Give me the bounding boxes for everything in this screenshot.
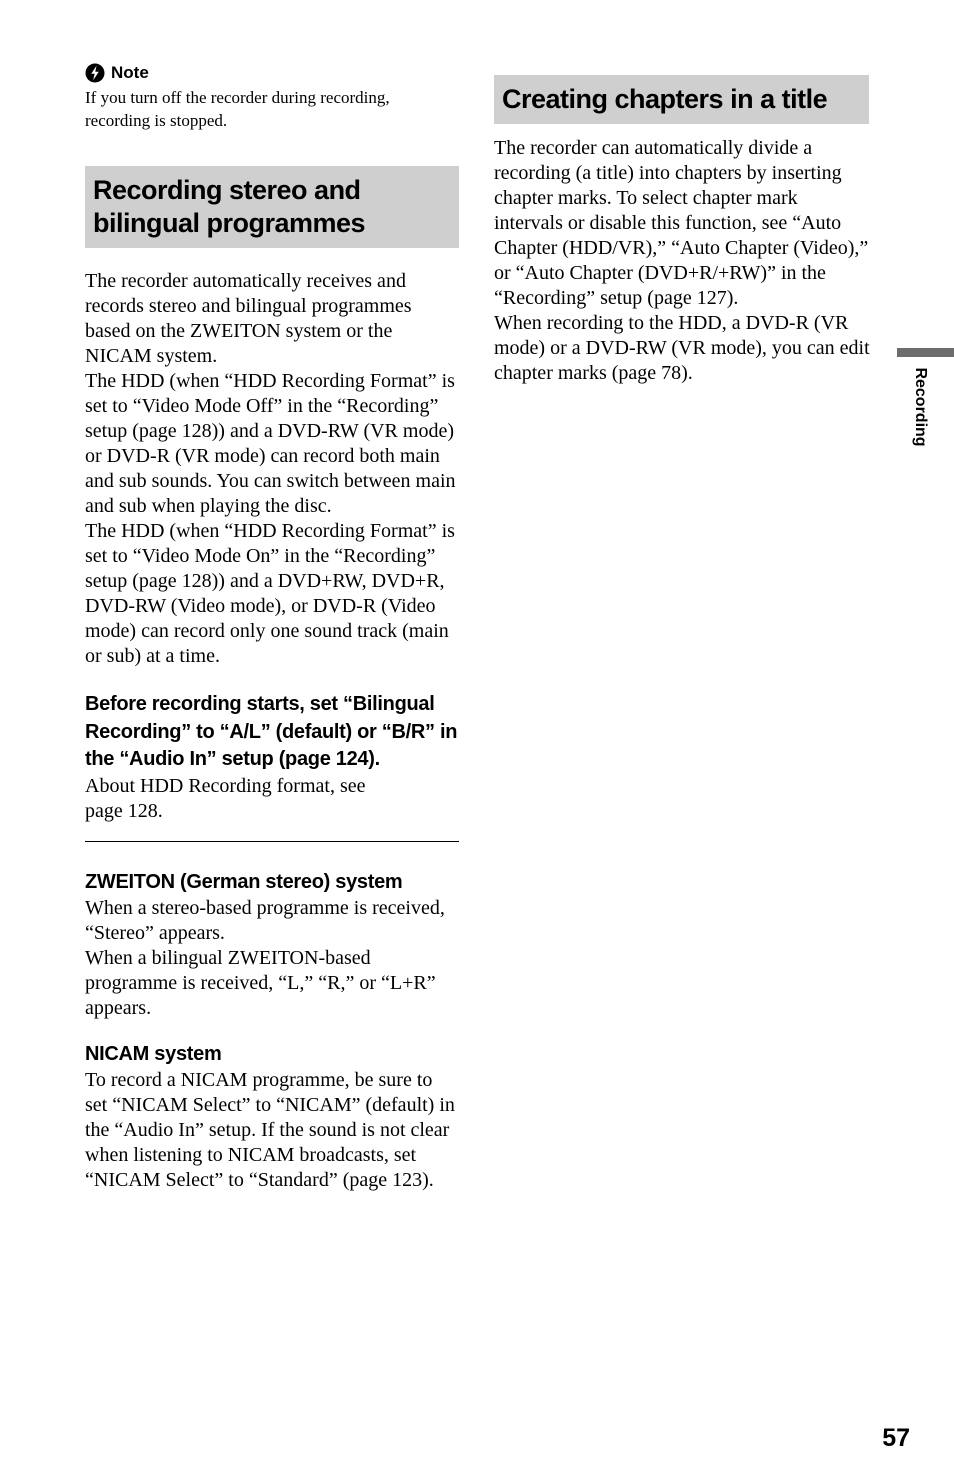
side-tab-label: Recording (912, 367, 929, 447)
page-number: 57 (882, 1424, 910, 1452)
note-label: Note (111, 63, 149, 82)
section-title-stereo: Recording stereo and bilingual programmes (85, 166, 459, 248)
note-heading (85, 62, 459, 84)
nicam-body: To record a NICAM programme, be sure to set “NICAM Select” to “NICAM” (default) in the “Audio In” setup. If the sound is not clear when listening to NICAM broadcasts, set “NICAM Select” to “Standard” (page 123). (85, 1068, 455, 1191)
body-paragraph: When recording to the HDD, a DVD-R (VR mode) or a DVD-RW (VR mode), you can edit chapter marks (page 78). (494, 312, 870, 384)
zweiton-heading: ZWEITON (German stereo) system (85, 870, 403, 893)
side-tab-marker (897, 348, 954, 357)
body-paragraph: The recorder can automatically divide a recording (a title) into chapters by inserting chapter marks. To select chapter mark intervals or disable this function, see “Auto Chapter (HDD/VR),” “Auto Chapter (Video),” or “Auto Chapter (DVD+R/+RW)” in the “Recording” setup (page 127). (494, 137, 869, 309)
instruction-note: About HDD Recording format, see page 128. (85, 774, 366, 822)
section-title-chapters: Creating chapters in a title (494, 75, 869, 124)
note-text: If you turn off the recorder during recording, recording is stopped. (85, 88, 390, 130)
nicam-heading: NICAM system (85, 1042, 222, 1065)
body-paragraph: The HDD (when “HDD Recording Format” is set to “Video Mode On” in the “Recording” setup (page 128)) and a DVD+RW, DVD+R, DVD-RW (Video mode), or DVD-R (Video mode) can record only one sound track (main or sub) at a time. (85, 520, 455, 667)
left-column (85, 62, 459, 1193)
right-column (494, 75, 870, 386)
stereo-body (85, 269, 459, 669)
body-paragraph: The HDD (when “HDD Recording Format” is set to “Video Mode Off” in the “Recording” setup (page 128)) and a DVD-RW (VR mode) or DVD-R (VR mode) can record both main and sub sounds. You can switch between main and sub when playing the disc. (85, 370, 456, 517)
body-paragraph: The recorder automatically receives and records stereo and bilingual programmes based on the ZWEITON system or the NICAM system. (85, 270, 412, 367)
body-paragraph: When a bilingual ZWEITON-based programme is received, “L,” “R,” or “L+R” appears. (85, 946, 436, 1019)
note-icon (85, 63, 105, 83)
zweiton-body (85, 896, 459, 1021)
chapters-body (494, 136, 870, 386)
instruction-heading: Before recording starts, set “Bilingual Recording” to “A/L” (default) or “B/R” in the “Audio In” setup (page 124). (85, 693, 458, 770)
section-divider (85, 841, 459, 842)
body-paragraph: When a stereo-based programme is received, “Stereo” appears. (85, 896, 445, 944)
